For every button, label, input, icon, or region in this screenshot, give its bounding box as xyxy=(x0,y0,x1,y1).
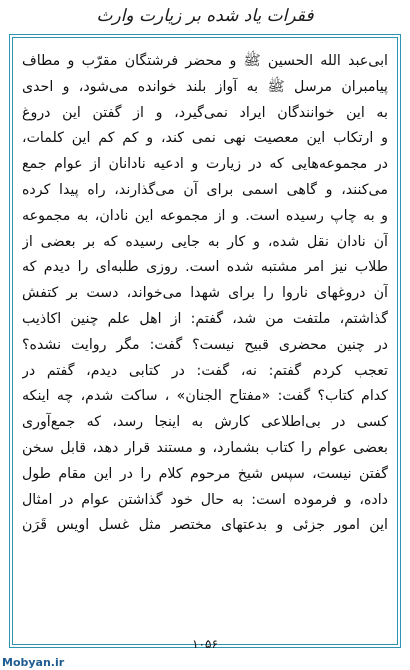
page-number: ۱۰۵۶ xyxy=(192,637,218,651)
body-line: کسی در بی‌اطلاعی کارش به اینجا رسد، که جمع‌آوری xyxy=(22,414,388,431)
body-line: پیامبران مرسل ﷺ به آواز بلند خوانده می‌شود، و احدی xyxy=(22,78,388,95)
body-line: در مجموعه‌هایی که در زیارت و ادعیه نادانان از عوام جمع xyxy=(22,156,388,173)
body-line: طلاب نیز امر مشتبه شده است. روزی طلبه‌ای را دیدم که xyxy=(22,259,388,276)
body-line: گفتن نیست، سپس شیخ مرحوم کلام را در این مقام طول xyxy=(22,465,388,482)
body-line: گذاشتم، ملتفت من شد، گفتم: از اهل علم چنین اکاذیب xyxy=(22,310,388,327)
body-line: آن نادان نقل شده، و کار به جایی رسیده که بر بعضی از xyxy=(22,233,388,250)
body-line: تعجب کردم گفتم: نه، گفت: در کتابی دیدم، گفتم در xyxy=(22,362,388,379)
body-line: و ارتکاب این معصیت نهی نمی کند، و کم کم این کلمات، xyxy=(22,130,388,147)
body-line: ابی‌عبد الله الحسین ﷺ و محضر فرشتگان مقرّب و مطاف xyxy=(22,53,388,69)
body-line: آن دروغهای ناروا را برای شهدا می‌خواند، دست بر کتفش xyxy=(22,285,388,302)
text-frame xyxy=(9,34,401,648)
body-line: کدام کتاب؟ گفت: «مفتاح الجنان» ، ساکت شدم، چه اینکه xyxy=(22,388,388,405)
body-line: می‌کنند، و گاهی اسمی برای آن می‌گذارند، راه پیدا کرده xyxy=(22,181,388,198)
body-line: بعضی عوام را کتاب بشمارد، و مستند قرار دهد، قابل سخن xyxy=(22,439,388,456)
body-line: به این خوانندگان ایراد نمی‌گیرد، و از گفتن این دروغ xyxy=(22,104,388,121)
body-text xyxy=(22,49,388,539)
body-line: داده، و فرموده است: به حال خود گذاشتن عوام در امثال xyxy=(22,491,388,508)
body-line: این امور جزئی و بدعتهای مختصر مثل غسل اویس قَرَن xyxy=(22,517,388,534)
body-line: و به چاپ رسیده است. و از مجموعه این نادان، به مجموعه xyxy=(22,207,388,224)
page-header-title: فقرات یاد شده بر زیارت وارث xyxy=(96,6,314,26)
site-watermark: Mobyan.ir xyxy=(2,656,65,669)
body-line: در چنین محضری قبیح نیست؟ گفت: مگر روایت نشده؟ xyxy=(22,336,388,353)
